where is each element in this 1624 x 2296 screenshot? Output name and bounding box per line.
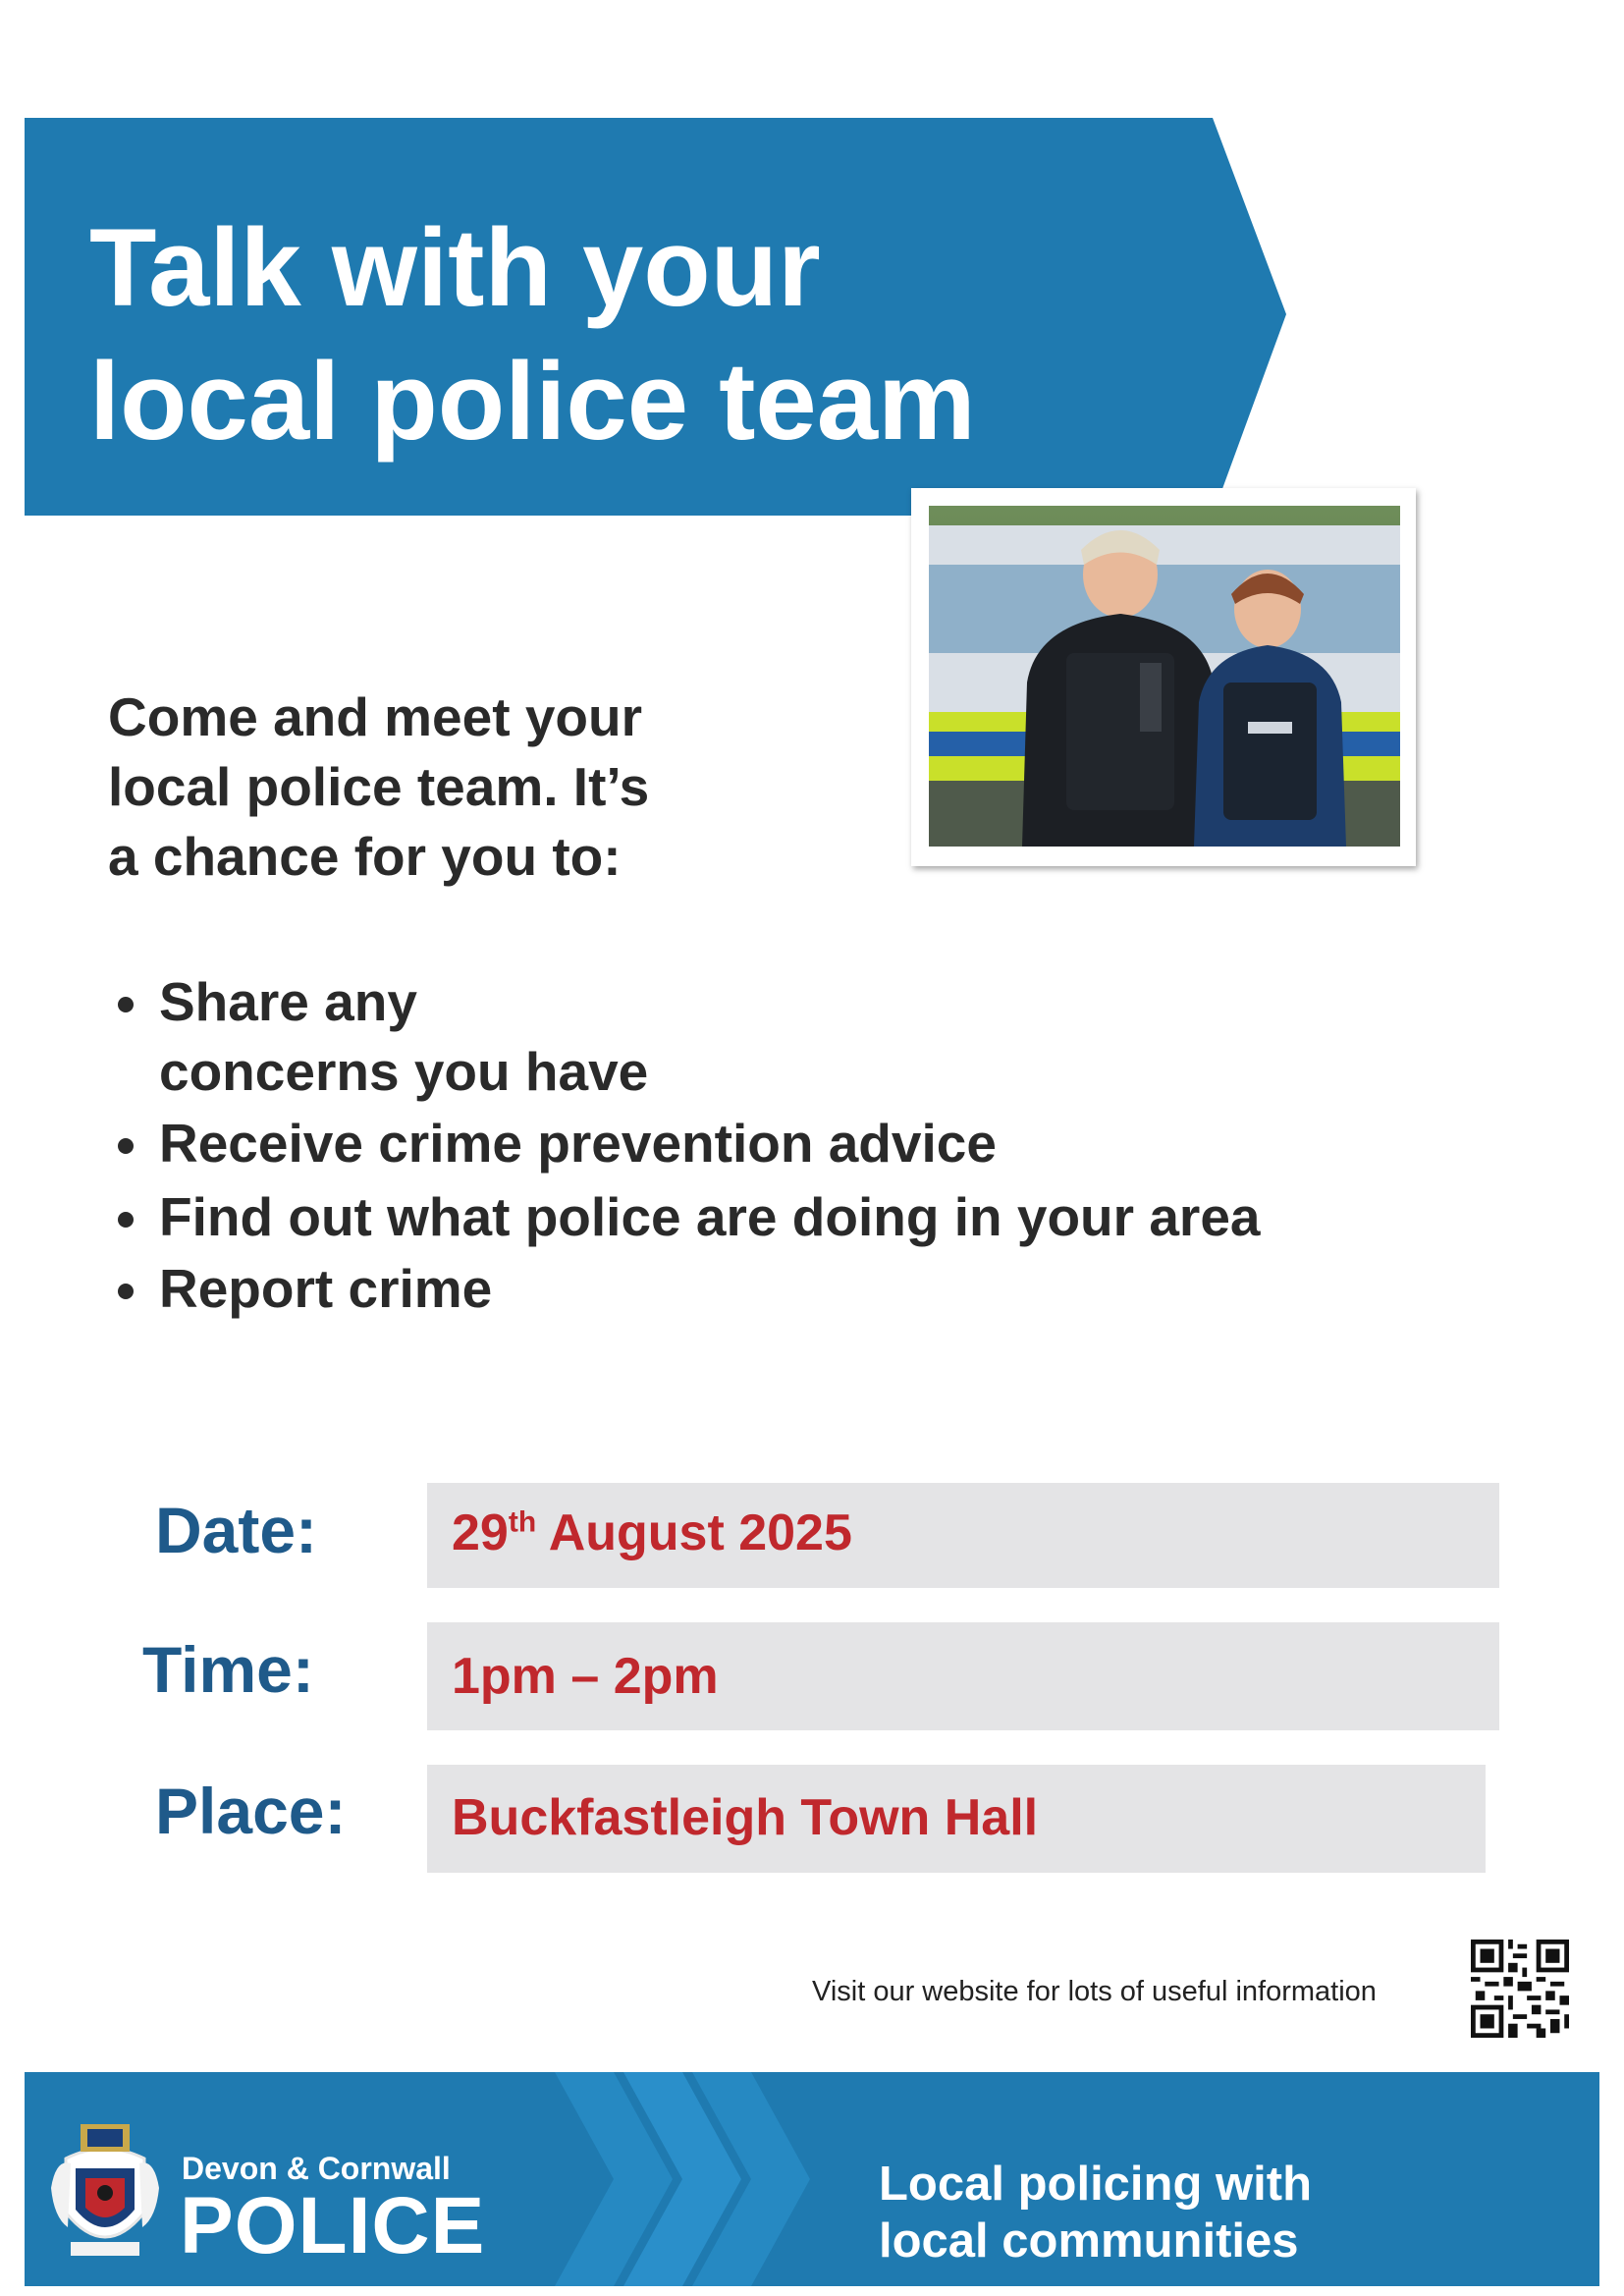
list-item: [108, 967, 1261, 1107]
qr-code-icon[interactable]: [1471, 1940, 1569, 2038]
list-item: [108, 1254, 1261, 1324]
list-item: [108, 1109, 1261, 1178]
time-value: 1pm – 2pm: [452, 1648, 719, 1705]
title-line-2: local police team: [89, 340, 976, 463]
list-item-text-continued: concerns you have: [159, 1041, 649, 1102]
title-line-1: Talk with your: [89, 206, 821, 329]
chevrons-decoration: [555, 2072, 810, 2286]
date-day: 29: [452, 1504, 509, 1561]
intro-text: [108, 683, 795, 892]
org-name-small: Devon & Cornwall: [182, 2151, 451, 2186]
list-item-text: Receive crime prevention advice: [159, 1113, 997, 1174]
tagline-line-1: Local policing with: [879, 2158, 1312, 2211]
date-suffix: th: [508, 1505, 537, 1539]
date-rest: August 2025: [536, 1504, 852, 1561]
intro-line-3: a chance for you to:: [108, 826, 622, 887]
list-item-text: Share any: [159, 971, 417, 1032]
list-item-text: Find out what police are doing in your area: [159, 1186, 1261, 1247]
benefits-list: [108, 967, 1261, 1326]
intro-line-2: local police team. It’s: [108, 756, 650, 817]
place-label: Place:: [155, 1775, 347, 1847]
date-value: [452, 1503, 852, 1562]
list-item-text: Report crime: [159, 1258, 493, 1319]
police-crest-icon: [46, 2119, 164, 2267]
page-title: [89, 201, 976, 468]
website-info-text: Visit our website for lots of useful information: [812, 1976, 1377, 2007]
place-value: Buckfastleigh Town Hall: [452, 1789, 1039, 1846]
officers-photo: [911, 488, 1416, 866]
time-label: Time:: [142, 1633, 314, 1706]
title-banner: [25, 118, 1286, 516]
footer-tagline: [879, 2156, 1312, 2269]
intro-line-1: Come and meet your: [108, 686, 643, 747]
list-item: [108, 1182, 1261, 1252]
date-label: Date:: [155, 1494, 318, 1566]
two-police-officers-photo-icon: [929, 506, 1400, 847]
footer-band: [25, 2072, 1599, 2286]
tagline-line-2: local communities: [879, 2214, 1299, 2268]
org-name-police: POLICE: [180, 2181, 486, 2270]
